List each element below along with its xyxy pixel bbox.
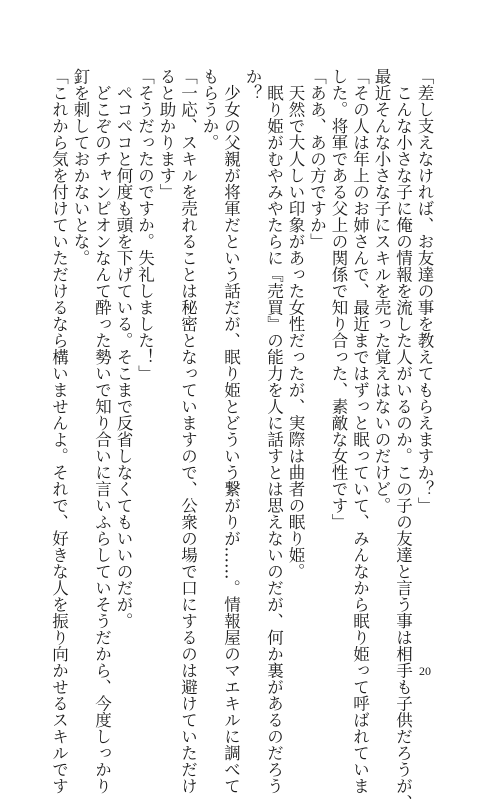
text-line: か？ [243, 68, 262, 101]
text-line: こんな小さな子に俺の情報を流した人がいるのか。この子の友達と言う事は相手も子供だろうが、 [393, 68, 413, 811]
text-line: もらうか。 [200, 68, 219, 151]
text-line: どこぞのチャンピオンなんて酔った勢いで知り合いに言いふらしていそうだから、今度しっかり [92, 68, 112, 794]
text-line: 「その人は年上のお姉さんで、最近まではずっと眠っていて、みんなから眠り姫って呼ばれていま [350, 68, 370, 794]
text-line: 最近そんな小さな子にスキルを売った覚えはないのだけど。 [372, 68, 391, 514]
text-line: 天然で大人しい印象があった女性だったが、実際は曲者の眠り姫。 [286, 68, 305, 580]
text-line: 「差し支えなければ、お友達の事を教えてもらえますか？」 [415, 68, 434, 514]
text-line: 「そうだったのですか。失礼しました！」 [135, 68, 155, 382]
text-line: した。将軍である父上の関係で知り合った、素敵な女性です」 [329, 68, 348, 530]
page-number: 20 [419, 664, 431, 678]
text-line: 釘を刺しておかないとな。 [71, 68, 90, 266]
text-line: 眠り姫がむやみやたらに『売買』の能力を人に話すとは思えないのだが、何か裏があるのだろう [264, 68, 284, 794]
text-line: 「これから気を付けていただけるなら構いませんよ。それで、好きな人を振り向かせるスキルです [49, 68, 69, 794]
text-line: 「ああ、あの方ですか」 [307, 68, 327, 250]
text-line: 「一応、スキルを売れることは秘密となっていますので、公衆の場で口にするのは避けていただけ [178, 68, 198, 794]
text-line: 少女の父親が将軍だという話だが、眠り姫とどういう繋がりが……。情報屋のマエキルに調べて [221, 68, 241, 794]
text-line: ペコペコと何度も頭を下げている。そこまで反省しなくてもいいのだが。 [114, 68, 133, 629]
text-line: ると助かります」 [157, 68, 176, 200]
